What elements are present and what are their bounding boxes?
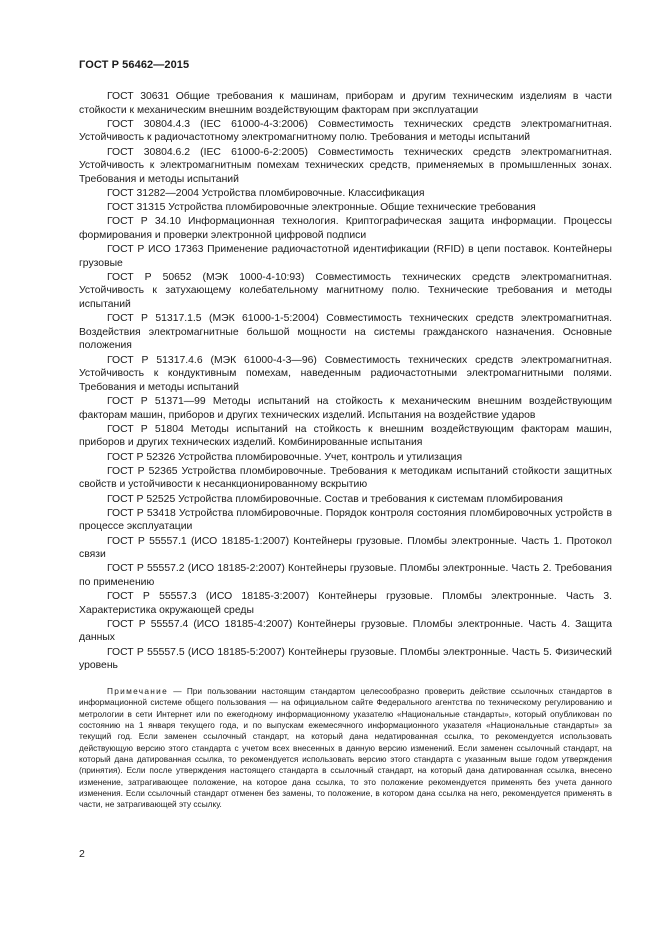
reference-item: ГОСТ 31315 Устройства пломбировочные электронные. Общие технические требования [107,202,536,214]
reference-item: ГОСТ Р 55557.1 (ИСО 18185-1:2007) Контейнеры грузовые. Пломбы электронные. Часть 1. Протокол связи [79,535,612,561]
reference-item: ГОСТ 30631 Общие требования к машинам, приборам и другим техническим изделиям в части стойкости к механическим внешним воздействующим факторам при эксплуатации [79,91,612,116]
normative-references-list [79,90,612,673]
reference-item: ГОСТ Р 55557.4 (ИСО 18185-4:2007) Контейнеры грузовые. Пломбы электронные. Часть 4. Защита данных [79,618,612,644]
reference-item: ГОСТ Р 52365 Устройства пломбировочные. Требования к методикам испытаний стойкости защитных свойств и устойчивости к несанкционированному вскрытию [79,465,612,491]
reference-item: ГОСТ Р 52326 Устройства пломбировочные. Учет, контроль и утилизация [107,451,463,463]
note-dash: — [168,686,187,696]
reference-item: ГОСТ 30804.6.2 (IEC 61000-6-2:2005) Совместимость технических средств электромагнитная. Устойчивость к электромагнитным помехам технических средств, применяемых в промышленных зонах. Требования и методы испытаний [79,146,612,185]
reference-item: ГОСТ Р 55557.2 (ИСО 18185-2:2007) Контейнеры грузовые. Пломбы электронные. Часть 2. Требования по применению [79,563,612,588]
note-paragraph [79,686,612,811]
reference-item: ГОСТ Р 52525 Устройства пломбировочные. Состав и требования к системам пломбирования [107,493,563,505]
reference-item: ГОСТ Р 51804 Методы испытаний на стойкость к внешним воздействующим факторам машин, приборов и других технических изделий. Комбинированные испытания [79,423,612,449]
reference-item: ГОСТ Р 55557.5 (ИСО 18185-5:2007) Контейнеры грузовые. Пломбы электронные. Часть 5. Физический уровень [79,646,612,672]
reference-item: ГОСТ Р 51371—99 Методы испытаний на стойкость к механическим внешним воздействующим факторам машин, приборов и других технических изделий. Испытания на воздействие ударов [79,396,612,421]
note-block [79,686,612,811]
reference-item: ГОСТ 30804.4.3 (IEC 61000-4-3:2006) Совместимость технических средств электромагнитная. Устойчивость к радиочастотному электромагнитному полю. Требования и методы испытаний [79,118,612,144]
reference-item: ГОСТ Р 53418 Устройства пломбировочные. Порядок контроля состояния пломбировочных устройств в процессе эксплуатации [79,507,612,533]
note-text: При пользовании настоящим стандартом целесообразно проверить действие ссылочных стандартов в информационной системе общего пользования — на официальном сайте Федерального агентства по техническому регулированию и метрологии в сети Интернет или по ежегодному информационному указателю «Национальные стандарты», который опубликован по состоянию на 1 января текущего года, и по выпускам ежемесячного информационного указателя «Национальные стандарты» за текущий год. Если заменен ссылочный стандарт, на который дана недатированная ссылка, то рекомендуется использовать действующую версию этого стандарта с учетом всех внесенных в данную версию изменений. Если заменен ссылочный стандарт, на который дана датированная ссылка, то рекомендуется использовать версию этого стандарта с указанным выше годом утверждения (принятия). Если после утверждения настоящего стандарта в ссылочный стандарт, на который дана датированная ссылка, внесено изменение, затрагивающее положение, на которое дана ссылка, то это положение рекомендуется применять без учета данного изменения. Если ссылочный стандарт отменен без замены, то положение, в котором дана ссылка на него, рекомендуется применять в части, не затрагивающей эту ссылку. [79,686,612,810]
reference-item: ГОСТ 31282—2004 Устройства пломбировочные. Классификация [107,187,425,199]
document-header: ГОСТ Р 56462—2015 [79,59,190,71]
reference-item: ГОСТ Р ИСО 17363 Применение радиочастотной идентификации (RFID) в цепи поставок. Контейнеры грузовые [79,244,612,269]
reference-item: ГОСТ Р 55557.3 (ИСО 18185-3:2007) Контейнеры грузовые. Пломбы электронные. Часть 3. Характеристика окружающей среды [79,591,612,616]
reference-item: ГОСТ Р 51317.1.5 (МЭК 61000-1-5:2004) Совместимость технических средств электромагнитная. Воздействия электромагнитные большой мощности на системы гражданского назначения. Основные положения [79,313,612,352]
reference-item: ГОСТ Р 50652 (МЭК 1000-4-10:93) Совместимость технических средств электромагнитная. Устойчивость к затухающему колебательному магнитному полю. Технические требования и методы испытаний [79,271,612,311]
note-label: Примечание [107,686,169,696]
reference-item: ГОСТ Р 51317.4.6 (МЭК 61000-4-3—96) Совместимость технических средств электромагнитная. Устойчивость к кондуктивным помехам, наведенным радиочастотными электромагнитными полями. Требования и методы испытаний [79,354,612,393]
page-number: 2 [79,848,85,860]
reference-item: ГОСТ Р 34.10 Информационная технология. Криптографическая защита информации. Процессы формирования и проверки электронной цифровой подписи [79,216,612,241]
